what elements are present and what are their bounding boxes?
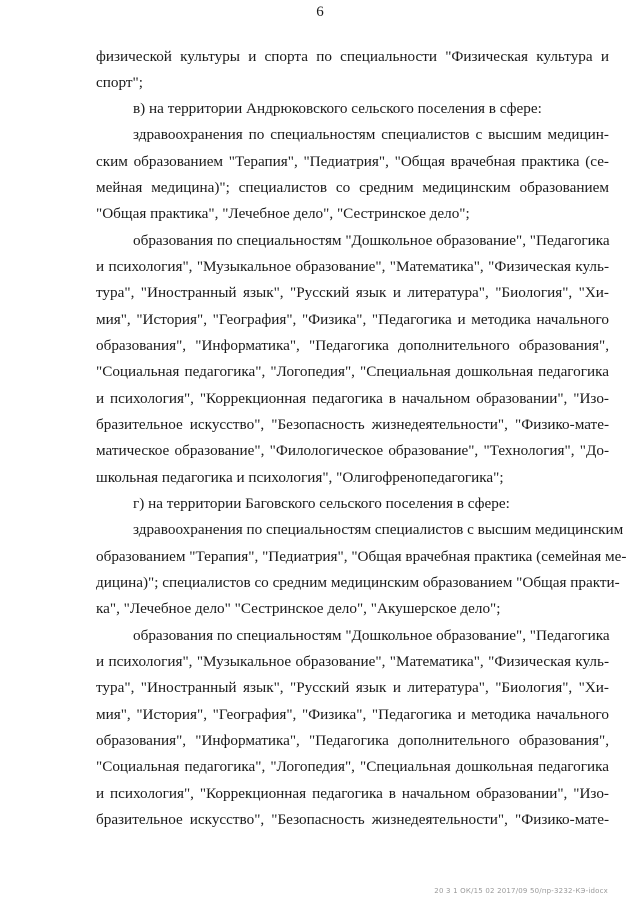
text-line: мейная медицина)"; специалистов со средним медицинским образованием: [96, 179, 609, 196]
text-line: бразительное искусство", "Безопасность жизнедеятельности", "Физико-мате-: [96, 811, 609, 828]
text-line: школьная педагогика и психология", "Олигофренопедагогика";: [96, 469, 504, 486]
list-item-v: в) на территории Андрюковского сельского поселения в сфере:: [133, 100, 542, 117]
text-line: физической культуры и спорта по специальности "Физическая культура и: [96, 48, 609, 65]
text-line: "Социальная педагогика", "Логопедия", "Специальная дошкольная педагогика: [96, 363, 609, 380]
text-line: тура", "Иностранный язык", "Русский язык и литература", "Биология", "Хи-: [96, 679, 609, 696]
text-line: "Общая практика", "Лечебное дело", "Сестринское дело";: [96, 205, 470, 222]
page-number: 6: [316, 4, 324, 20]
text-line: ка", "Лечебное дело" "Сестринское дело", "Акушерское дело";: [96, 600, 501, 617]
text-line: образования", "Информатика", "Педагогика дополнительного образования",: [96, 337, 609, 354]
text-line: и психология", "Коррекционная педагогика в начальном образовании", "Изо-: [96, 785, 609, 802]
text-line: тура", "Иностранный язык", "Русский язык и литература", "Биология", "Хи-: [96, 284, 609, 301]
text-line: здравоохранения по специальностям специалистов с высшим медицин-: [133, 126, 609, 143]
text-line: бразительное искусство", "Безопасность жизнедеятельности", "Физико-мате-: [96, 416, 609, 433]
list-item-g: г) на территории Баговского сельского поселения в сфере:: [133, 495, 510, 512]
document-footer-code: 20 3 1 ОК/15 02 2017/09 50/пр-3232-КЭ-idocx: [434, 887, 608, 895]
text-line: ским образованием "Терапия", "Педиатрия", "Общая врачебная практика (се-: [96, 153, 609, 170]
text-line: дицина)"; специалистов со средним медицинским образованием "Общая практи-: [96, 574, 620, 591]
text-line: матическое образование", "Филологическое образование", "Технология", "До-: [96, 442, 609, 459]
text-line: образования по специальностям "Дошкольное образование", "Педагогика: [133, 627, 610, 644]
text-line: мия", "История", "География", "Физика", "Педагогика и методика начального: [96, 311, 609, 328]
text-line: и психология", "Коррекционная педагогика в начальном образовании", "Изо-: [96, 390, 609, 407]
text-line: "Социальная педагогика", "Логопедия", "Специальная дошкольная педагогика: [96, 758, 609, 775]
text-line: образования", "Информатика", "Педагогика дополнительного образования",: [96, 732, 609, 749]
text-line: мия", "История", "География", "Физика", "Педагогика и методика начального: [96, 706, 609, 723]
text-line: и психология", "Музыкальное образование", "Математика", "Физическая куль-: [96, 653, 609, 670]
text-line: и психология", "Музыкальное образование", "Математика", "Физическая куль-: [96, 258, 609, 275]
text-line: образованием "Терапия", "Педиатрия", "Общая врачебная практика (семейная ме-: [96, 548, 627, 565]
text-line: спорт";: [96, 74, 143, 91]
text-line: здравоохранения по специальностям специалистов с высшим медицинским: [133, 521, 624, 538]
text-line: образования по специальностям "Дошкольное образование", "Педагогика: [133, 232, 610, 249]
